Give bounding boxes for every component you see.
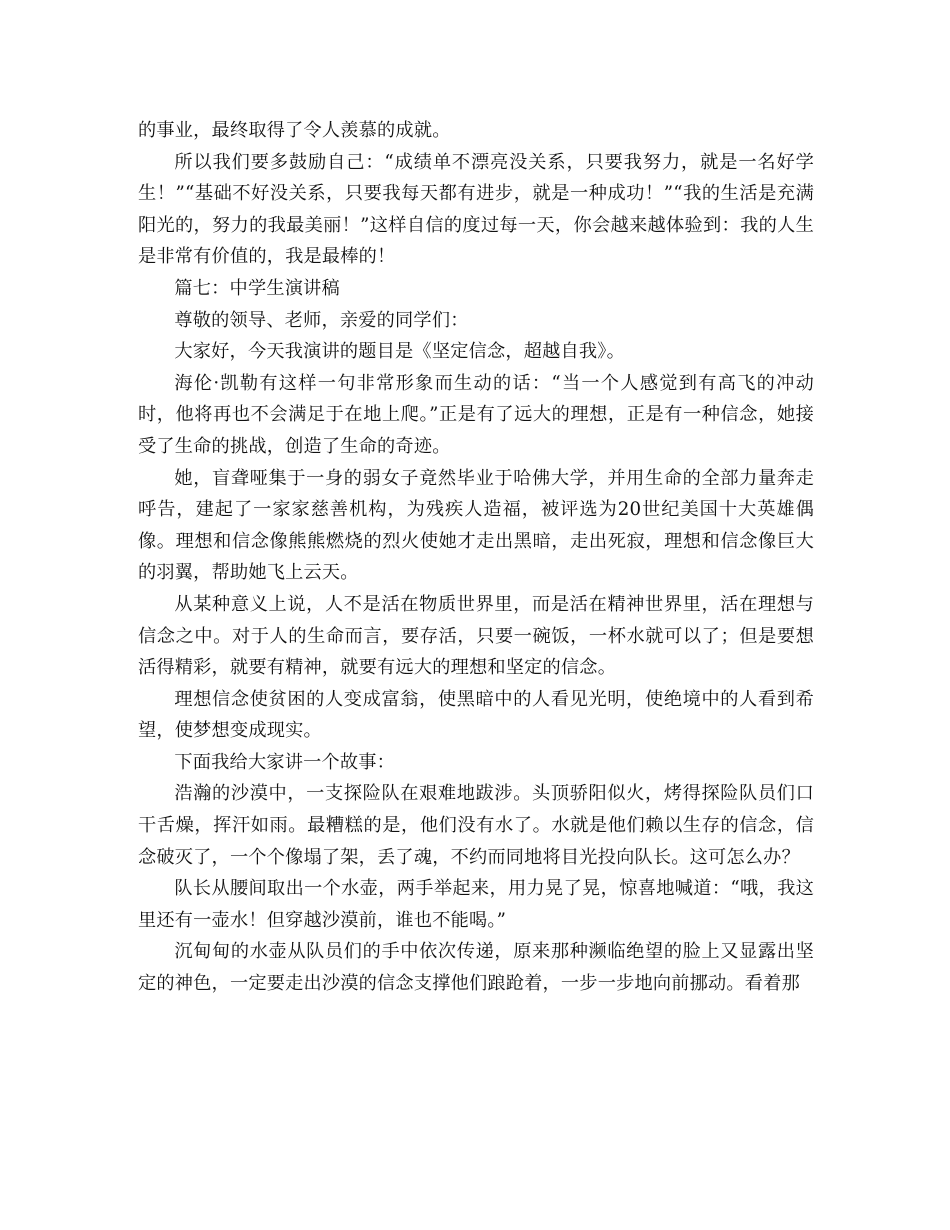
paragraph-helen-keller-story: 她，盲聋哑集于一身的弱女子竟然毕业于哈佛大学，并用生命的全部力量奔走呼告，建起了一家家慈善机构，为残疾人造福，被评选为20世纪美国十大英雄偶像。理想和信念像熊熊燃烧的烈火使她才走出黑暗，走出死寂，理想和信念像巨大的羽翼，帮助她飞上云天。: [138, 467, 814, 584]
paragraph-continuation: 的事业，最终取得了令人羡慕的成就。: [138, 120, 451, 141]
paragraph-spiritual-world: 从某种意义上说，人不是活在物质世界里，而是活在精神世界里，活在理想与信念之中。对于人的生命而言，要存活，只要一碗饭，一杯水就可以了；但是要想活得精彩，就要有精神，就要有远大的理想和坚定的信念。: [138, 593, 814, 679]
paragraph-water-bottle-passed: 沉甸甸的水壶从队员们的手中依次传递，原来那种濒临绝望的脸上又显露出坚定的神色，一定要走出沙漠的信念支撑他们踉跄着，一步一步地向前挪动。看着那: [138, 941, 814, 995]
paragraph-helen-keller-quote: 海伦·凯勒有这样一句非常形象而生动的话：“当一个人感觉到有高飞的冲动时，他将再也不会满足于在地上爬。”正是有了远大的理想，正是有一种信念，她接受了生命的挑战，创造了生命的奇迹。: [138, 372, 814, 457]
paragraph-story-intro: 下面我给大家讲一个故事：: [174, 751, 396, 773]
paragraph-encourage-yourself: 所以我们要多鼓励自己：“成绩单不漂亮没关系，只要我努力，就是一名好学生！”“基础不好没关系，只要我每天都有进步，就是一种成功！”“我的生活是充满阳光的，努力的我最美丽！”这样自信的度过每一天，你会越来越体验到：我的人生是非常有价值的，我是最棒的！: [138, 151, 814, 268]
paragraph-captain-water: 队长从腰间取出一个水壶，两手举起来，用力晃了晃，惊喜地喊道：“哦，我这里还有一壶水！但穿越沙漠前，谁也不能喝。”: [138, 878, 814, 931]
paragraph-salutation: 尊敬的领导、老师，亲爱的同学们：: [174, 309, 469, 331]
paragraph-desert-expedition: 浩瀚的沙漠中，一支探险队在艰难地跋涉。头顶骄阳似火，烤得探险队员们口干舌燥，挥汗如雨。最糟糕的是，他们没有水了。水就是他们赖以生存的信念，信念破灭了，一个个像塌了架，丢了魂，不约而同地将目光投向队长。这可怎么办？: [138, 783, 814, 868]
paragraph-power-of-belief: 理想信念使贫困的人变成富翁，使黑暗中的人看见光明，使绝境中的人看到希望，使梦想变成现实。: [138, 688, 814, 742]
section-heading: 篇七：中学生演讲稿: [174, 277, 340, 299]
paragraph-speech-title: 大家好，今天我演讲的题目是《坚定信念，超越自我》。: [174, 341, 625, 363]
document-body: [138, 115, 814, 1000]
